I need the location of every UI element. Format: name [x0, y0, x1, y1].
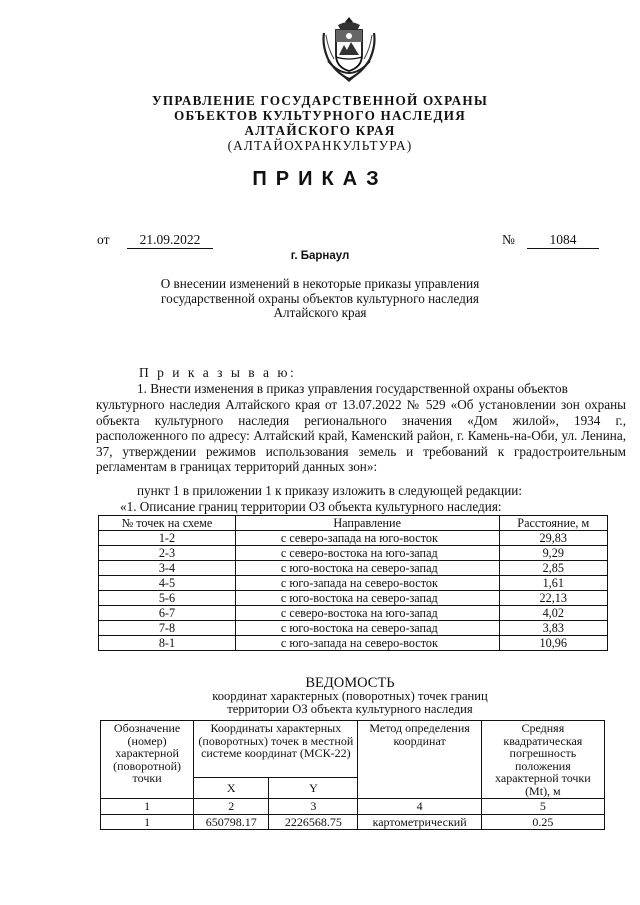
agency-name-line2: ОБЪЕКТОВ КУЛЬТУРНОГО НАСЛЕДИЯ — [174, 108, 466, 123]
table-cell: 1 — [101, 814, 194, 830]
table-row — [99, 531, 608, 546]
table-cell: 2 — [194, 799, 269, 815]
table-cell: 1,61 — [499, 576, 608, 591]
paragraph-1-first-line: 1. Внести изменения в приказ управления государственной охраны объектов — [137, 381, 568, 396]
date-label: от — [97, 232, 110, 247]
table-cell: 650798.17 — [194, 814, 269, 830]
table-cell: 3-4 — [99, 561, 236, 576]
table-cell: 7-8 — [99, 621, 236, 636]
coordinates-table — [100, 720, 605, 830]
statement-title: ВЕДОМОСТЬ — [305, 675, 395, 691]
altai-coat-of-arms-icon — [318, 15, 380, 85]
table-cell: 5 — [481, 799, 604, 815]
table-cell: 3,83 — [499, 621, 608, 636]
table-cell: 8-1 — [99, 636, 236, 651]
column-header: X — [194, 778, 269, 799]
subject-line: Алтайского края — [273, 305, 367, 320]
column-header: Обозначение (номер) характерной (поворотной) точки — [101, 721, 194, 799]
number-label: № — [502, 232, 515, 247]
order-subject — [120, 277, 520, 321]
order-directive: П р и к а з ы в а ю: — [139, 365, 297, 380]
column-header: Метод определения координат — [358, 721, 481, 799]
table-cell: с юго-востока на северо-запад — [235, 621, 499, 636]
table-row — [99, 636, 608, 651]
column-header: № точек на схеме — [99, 516, 236, 531]
table-cell: с юго-запада на северо-восток — [235, 636, 499, 651]
table-cell: 29,83 — [499, 531, 608, 546]
table-cell: 9,29 — [499, 546, 608, 561]
table-cell: 2,85 — [499, 561, 608, 576]
city: г. Барнаул — [290, 250, 350, 262]
table-cell: 3 — [269, 799, 358, 815]
table-row — [99, 591, 608, 606]
table-cell: 2226568.75 — [269, 814, 358, 830]
column-header: Расстояние, м — [499, 516, 608, 531]
table-cell: с юго-запада на северо-восток — [235, 576, 499, 591]
paragraph-3: «1. Описание границ территории ОЗ объекта культурного наследия: — [120, 499, 502, 514]
table-cell: 5-6 — [99, 591, 236, 606]
order-number: 1084 — [527, 232, 599, 249]
table-row — [99, 606, 608, 621]
subject-line: государственной охраны объектов культурного наследия — [161, 290, 479, 306]
boundary-description-table — [98, 515, 608, 651]
agency-name-line1: УПРАВЛЕНИЕ ГОСУДАРСТВЕННОЙ ОХРАНЫ — [151, 93, 489, 108]
table-row — [101, 814, 605, 830]
order-date: 21.09.2022 — [127, 232, 213, 249]
agency-name-line3: АЛТАЙСКОГО КРАЯ — [244, 123, 396, 138]
agency-short-name: (АЛТАЙОХРАНКУЛЬТУРА) — [227, 138, 413, 153]
table-cell: с юго-востока на северо-запад — [235, 591, 499, 606]
table-cell: с северо-запада на юго-восток — [235, 531, 499, 546]
table-row — [99, 576, 608, 591]
statement-subtitle-line1: координат характерных (поворотных) точек границ — [212, 689, 488, 703]
table-header-row — [101, 721, 605, 778]
table-cell: 4 — [358, 799, 481, 815]
table-cell: с северо-востока на юго-запад — [235, 606, 499, 621]
table-cell: с юго-востока на северо-запад — [235, 561, 499, 576]
table-cell: 22,13 — [499, 591, 608, 606]
table-cell: 1-2 — [99, 531, 236, 546]
table-row — [99, 621, 608, 636]
table-row — [99, 561, 608, 576]
table-row — [101, 799, 605, 815]
table-cell: 10,96 — [499, 636, 608, 651]
table-cell: картометрический — [358, 814, 481, 830]
table-cell: 1 — [101, 799, 194, 815]
column-header: Y — [269, 778, 358, 799]
table-cell: 6-7 — [99, 606, 236, 621]
table-header-row — [99, 516, 608, 531]
table-cell: 2-3 — [99, 546, 236, 561]
table-cell: 4-5 — [99, 576, 236, 591]
column-header: Направление — [235, 516, 499, 531]
column-header: Координаты характерных (поворотных) точек в местной системе координат (МСК-22) — [194, 721, 358, 778]
subject-line: О внесении изменений в некоторые приказы управления — [160, 276, 480, 291]
document-title: ПРИКАЗ — [252, 168, 388, 190]
table-cell: с северо-востока на юго-запад — [235, 546, 499, 561]
table-cell: 0.25 — [481, 814, 604, 830]
table-cell: 4,02 — [499, 606, 608, 621]
statement-subtitle-line2: территории ОЗ объекта культурного наследия — [227, 702, 473, 716]
table-row — [99, 546, 608, 561]
paragraph-2: пункт 1 в приложении 1 к приказу изложить в следующей редакции: — [137, 483, 523, 498]
column-header: Средняя квадратическая погрешность положения характерной точки (Mt), м — [481, 721, 604, 799]
paragraph-1-body: культурного наследия Алтайского края от 13.07.2022 № 529 «Об установлении зон охраны объекта культурного наследия регионального значения «Дом жилой», 1934 г., расположенного по адресу: Алтайский край, Каменский район, г. Камень-на-Оби, ул. Ленина, 37, утверждении режимов использования земель и требований к градостроительным регламентам в границах территорий данных зон»: — [96, 397, 626, 474]
